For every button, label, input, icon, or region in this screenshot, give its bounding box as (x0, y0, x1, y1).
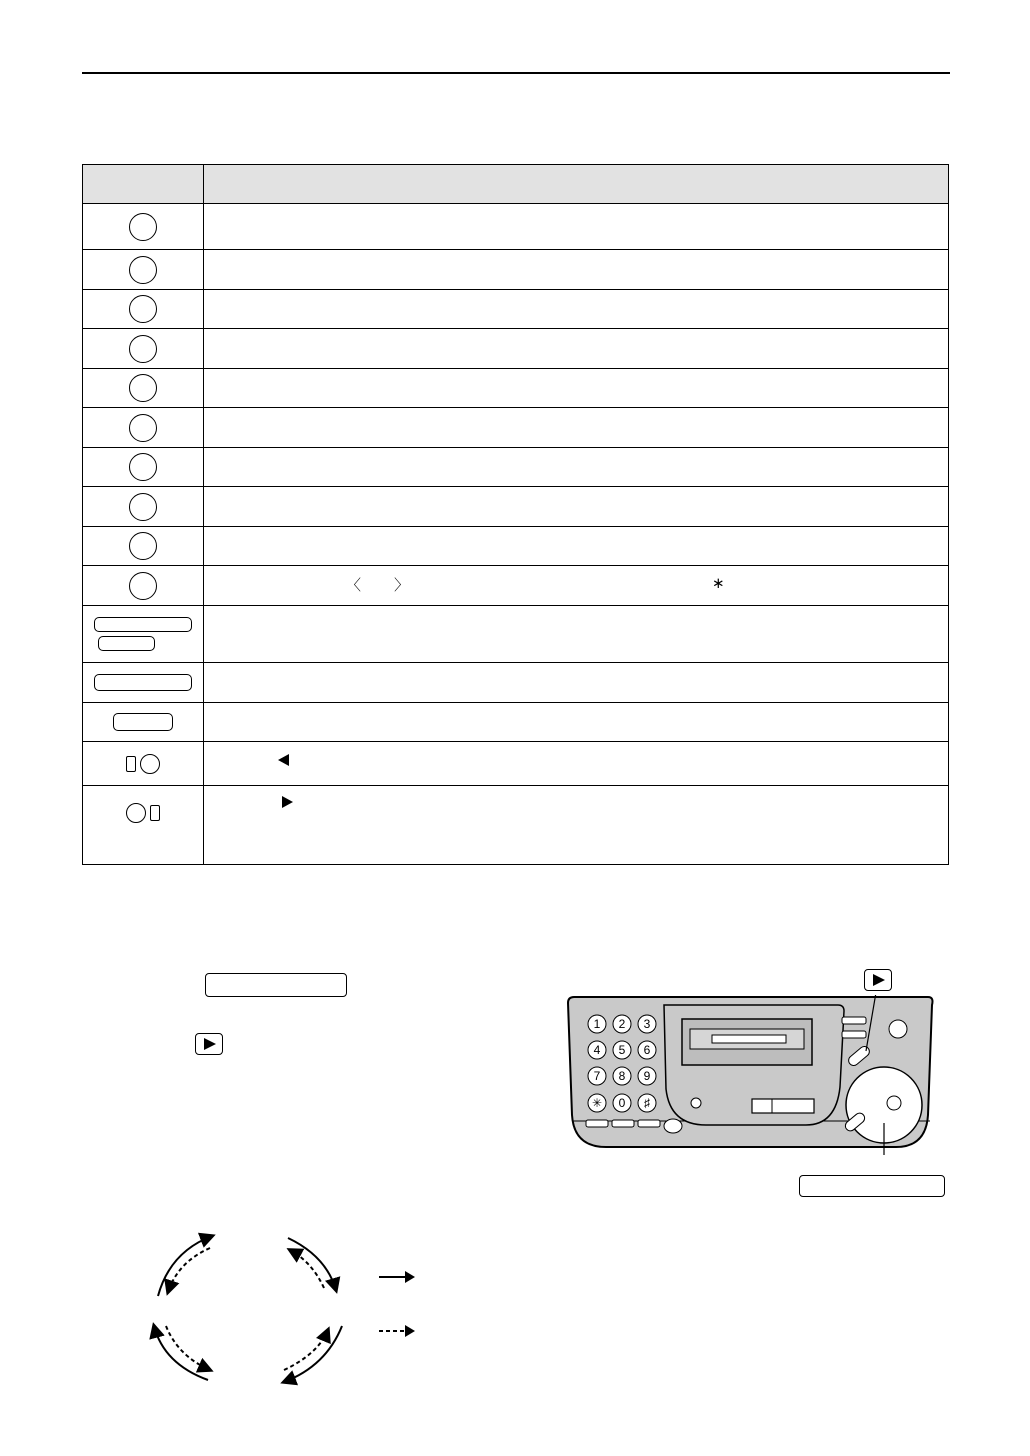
function-desc (204, 408, 949, 448)
close-angle-glyph: 〉 (394, 577, 410, 594)
function-desc (204, 204, 949, 250)
key-cell (83, 408, 204, 448)
function-desc (204, 250, 949, 290)
round-button-icon (140, 754, 160, 774)
key-cell (83, 606, 204, 663)
fax-key-9: 9 (643, 1069, 651, 1083)
right-triangle-icon (282, 796, 293, 808)
round-button-icon (129, 213, 157, 241)
header-function (204, 165, 949, 204)
long-key-icon (94, 674, 192, 691)
fax-key-star: ✳ (591, 1096, 603, 1110)
play-button-icon (195, 1033, 223, 1055)
jog-dial-label-box (799, 1175, 945, 1197)
key-cell (83, 329, 204, 369)
key-cell (83, 786, 204, 865)
fax-key-1: 1 (593, 1017, 601, 1031)
key-cell (83, 448, 204, 487)
function-desc (204, 663, 949, 703)
key-function-table (82, 164, 949, 865)
fax-panel-illustration (566, 995, 936, 1155)
cycle-arrows-icon (140, 1230, 360, 1390)
long-key-icon (94, 617, 192, 632)
star-glyph: ∗ (712, 575, 725, 592)
key-cell (83, 527, 204, 566)
function-desc (204, 369, 949, 408)
fax-key-0: 0 (618, 1096, 626, 1110)
key-cell (83, 487, 204, 527)
round-button-icon (129, 374, 157, 402)
key-cell (83, 369, 204, 408)
round-button-icon (129, 335, 157, 363)
function-desc (204, 487, 949, 527)
key-cell (83, 250, 204, 290)
fax-key-8: 8 (618, 1069, 626, 1083)
function-desc-left (204, 742, 949, 786)
round-button-icon (129, 532, 157, 560)
jog-dial-key-icon (205, 973, 347, 997)
round-button-icon (126, 803, 146, 823)
left-triangle-icon (278, 754, 289, 766)
function-desc-row10 (204, 566, 949, 606)
round-button-icon (129, 572, 157, 600)
short-key-icon (98, 636, 155, 651)
function-desc (204, 703, 949, 742)
up-right-icon (150, 805, 160, 821)
fax-key-2: 2 (618, 1017, 626, 1031)
fax-key-3: 3 (643, 1017, 651, 1031)
key-cell (83, 742, 204, 786)
round-button-icon (129, 493, 157, 521)
function-desc (204, 606, 949, 663)
key-cell (83, 290, 204, 329)
header-key (83, 165, 204, 204)
play-button-icon (864, 969, 892, 991)
left-down-icon (126, 756, 136, 772)
fax-key-5: 5 (618, 1043, 626, 1057)
round-button-icon (129, 414, 157, 442)
round-button-icon (129, 256, 157, 284)
key-cell (83, 204, 204, 250)
function-desc (204, 448, 949, 487)
function-desc (204, 527, 949, 566)
function-desc (204, 329, 949, 369)
arrow-legend (375, 1265, 425, 1345)
function-desc-right (204, 786, 949, 865)
key-cell (83, 663, 204, 703)
open-angle-glyph: 〈 (346, 577, 362, 594)
fax-key-4: 4 (593, 1043, 601, 1057)
top-rule (82, 72, 950, 74)
fax-key-6: 6 (643, 1043, 651, 1057)
key-cell (83, 566, 204, 606)
key-cell (83, 703, 204, 742)
round-button-icon (129, 453, 157, 481)
function-desc (204, 290, 949, 329)
round-button-icon (129, 295, 157, 323)
fax-key-hash: ♯ (644, 1096, 650, 1110)
medium-key-icon (113, 713, 173, 731)
fax-key-7: 7 (593, 1069, 601, 1083)
